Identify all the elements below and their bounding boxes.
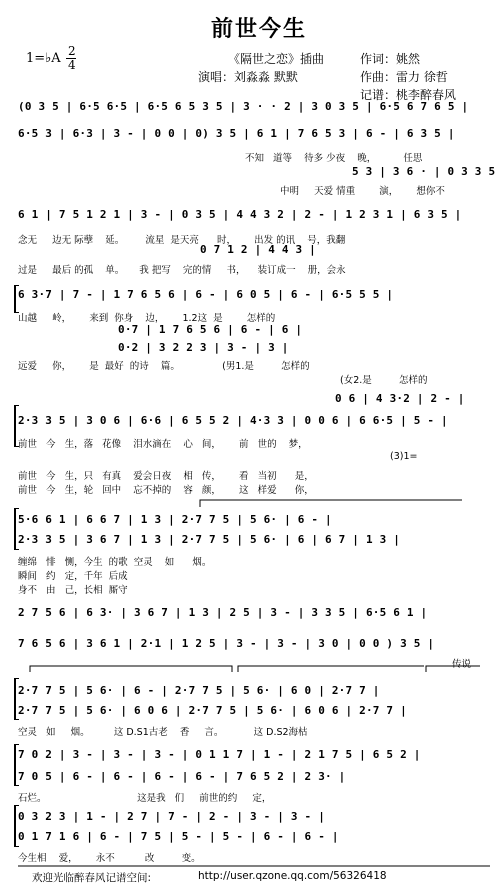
- notation-line: 5·6 6 1 | 6 6 7 | 1 3 | 2·7 7 5 | 5 6· | 6 - |: [18, 513, 332, 526]
- lyric-line: (3)1=: [390, 451, 418, 462]
- notation-line: 2·7 7 5 | 5 6· | 6 - | 2·7 7 5 | 5 6· | 6 0 | 2·7 7 |: [18, 684, 380, 697]
- notation-line: 0·2 | 3 2 2 3 | 3 - | 3 |: [118, 341, 289, 354]
- time-signature-bottom: 4: [68, 58, 76, 72]
- notation-line: 6·5 3 | 6·3 | 3 - | 0 0 | 0) 3 5 | 6 1 | 7 6 5 3 | 6 - | 6 3 5 |: [18, 127, 455, 140]
- notation-line: 5 3 | 3 6 · | 0 3 3 5: [352, 165, 496, 178]
- notation-line: 6 1 | 7 5 1 2 1 | 3 - | 0 3 5 | 4 4 3 2 | 2 - | 1 2 3 1 | 6 3 5 |: [18, 208, 462, 221]
- notation-line: 7 0 2 | 3 - | 3 - | 3 - | 0 1 1 7 | 1 - | 2 1 7 5 | 6 5 2 |: [18, 748, 421, 761]
- notation-line: 2·3 3 5 | 3 0 6 | 6·6 | 6 5 5 2 | 4·3 3 | 0 0 6 | 6 6·5 | 5 - |: [18, 414, 448, 427]
- notation-line: 7 6 5 6 | 3 6 1 | 2·1 | 1 2 5 | 3 - | 3 - | 3 0 | 0 0 ) 3 5 |: [18, 637, 435, 650]
- composer: 作曲：雷力 徐哲: [360, 70, 448, 84]
- lyric-line: 今生相 爱， 永不 改 变。: [18, 853, 201, 864]
- source-note: 《隔世之恋》插曲: [228, 52, 325, 66]
- notation-line: 0 3 2 3 | 1 - | 2 7 | 7 - | 2 - | 3 - | 3 - |: [18, 810, 326, 823]
- lyric-line: 前世 今 生，落 花像 泪水滴在 心 间， 前 世的 梦，: [18, 439, 308, 450]
- lyric-line: 瞬间 约 定，千年 后成: [18, 571, 128, 582]
- transcriber: 记谱：桃李醉春风: [360, 88, 457, 102]
- notation-line: 2 7 5 6 | 6 3· | 3 6 7 | 1 3 | 2 5 | 3 - | 3 3 5 | 6·5 6 1 |: [18, 606, 428, 619]
- lyric-line: 传说: [452, 659, 472, 670]
- lyric-line: 远爱 你， 是 最好 的诗 篇。 (男1.是 怎样的: [18, 361, 310, 372]
- lyric-line: 中明 天爱 情重 演， 想你不: [280, 186, 445, 197]
- lyricist: 作词：姚然: [360, 52, 421, 66]
- lyric-line: 前世 今 生，只 有真 爱会日夜 相 传， 看 当初 是，: [18, 471, 314, 482]
- notation-line: 0 1 7 1 6 | 6 - | 7 5 | 5 - | 5 - | 6 - | 6 - |: [18, 830, 339, 843]
- lyric-line: 不知 道等 待多 少夜 晚， 任思: [245, 153, 423, 164]
- lyric-line: 过是 最后 的孤 单。 我 把写 完的情 书， 装订成一 册，会永: [18, 265, 346, 276]
- notation-line: 2·3 3 5 | 3 6 7 | 1 3 | 2·7 7 5 | 5 6· | 6 | 6 7 | 1 3 |: [18, 533, 401, 546]
- notation-line: 0·7 | 1 7 6 5 6 | 6 - | 6 |: [118, 323, 303, 336]
- notation-line: 2·7 7 5 | 5 6· | 6 0 6 | 2·7 7 5 | 5 6· | 6 0 6 | 2·7 7 |: [18, 704, 407, 717]
- notation-line: 7 0 5 | 6 - | 6 - | 6 - | 6 - | 7 6 5 2 | 2 3· |: [18, 770, 346, 783]
- lyric-line: 前世 今 生，轮 回中 忘不掉的 容 颜， 这 样爱 你，: [18, 485, 314, 496]
- lyric-line: (女2.是 怎样的: [340, 375, 428, 386]
- lyric-line: 空灵 如 烟。 这 D.S1古老 香 言。 这 D.S2海枯: [18, 727, 308, 738]
- notation-line: 6 3·7 | 7 - | 1 7 6 5 6 | 6 - | 6 0 5 | 6 - | 6·5 5 5 |: [18, 288, 394, 301]
- footer-text: 欢迎光临醉春风记谱空间:: [32, 872, 152, 884]
- lyric-line: 缠绵 悱 恻，今生 的歌 空灵 如 烟。: [18, 557, 212, 568]
- lyric-line: 石烂。 这是我 们 前世的约 定，: [18, 793, 272, 804]
- lyric-line: 念无 边无 际孽 延。 流星 是天亮 时， 出发 的讯 号，我翻: [18, 235, 346, 246]
- notation-line: (0 3 5 | 6·5 6·5 | 6·5 6 5 3 5 | 3 · · 2 | 3 0 3 5 | 6·5 6 7 6 5 |: [18, 100, 469, 113]
- time-signature-top: 2: [68, 44, 76, 58]
- notation-line: 0 7 1 2 | 4 4 3 |: [200, 243, 316, 256]
- lyric-line: 山越 岭， 来到 你身 边， 1.2这 是 怎样的: [18, 313, 276, 324]
- notation-line: 0 6 | 4 3·2 | 2 - |: [335, 392, 465, 405]
- key-signature: 1=♭A: [26, 51, 61, 66]
- singers: 演唱：刘淼淼 默默: [198, 70, 298, 84]
- footer-url[interactable]: http://user.qzone.qq.com/56326418: [198, 870, 387, 882]
- song-title: 前世今生: [211, 16, 308, 42]
- lyric-line: 身不 由 己，长相 厮守: [18, 585, 128, 596]
